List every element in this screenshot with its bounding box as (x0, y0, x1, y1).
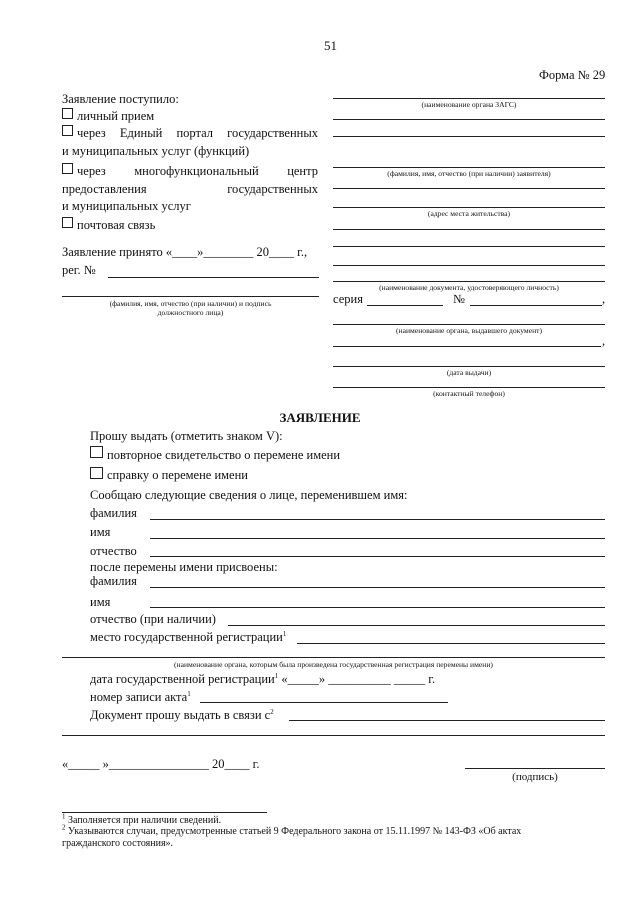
record-no-input[interactable] (200, 702, 448, 703)
after-change-label: после перемены имени присвоены: (90, 560, 278, 574)
official-caption-2: должностного лица) (157, 308, 224, 317)
applicant-line-1[interactable] (333, 136, 605, 137)
signature-line[interactable] (465, 768, 605, 769)
name-input[interactable] (150, 538, 605, 539)
info-label: Сообщаю следующие сведения о лице, переменившем имя: (90, 488, 408, 502)
applicant-line-2[interactable] (333, 167, 605, 168)
series-input[interactable] (367, 305, 443, 306)
reg-org-line[interactable] (62, 657, 605, 658)
word: государственных (227, 182, 318, 196)
option-portal-line2: и муниципальных услуг (функций) (62, 144, 250, 158)
surname2-label: фамилия (90, 574, 137, 588)
option-mfc-line1 (77, 164, 318, 179)
reg-date-label (90, 672, 435, 687)
surname2-input[interactable] (150, 587, 605, 588)
issue-reason-line-2[interactable] (62, 735, 605, 736)
footnote-2-mark: 2 (62, 823, 66, 832)
footnote-divider (62, 812, 267, 813)
accepted-label: Заявление принято «____»________ 20____ г., (62, 245, 308, 259)
received-title: Заявление поступило: (62, 92, 179, 106)
issue-reason-label (90, 708, 274, 723)
patronymic-input[interactable] (150, 556, 605, 557)
address-line-2[interactable] (333, 207, 605, 208)
footnote-1-mark: 1 (62, 812, 66, 821)
official-line[interactable] (62, 296, 319, 297)
footnote-1-text: Заполняется при наличии сведений. (65, 815, 222, 826)
address-caption: (адрес места жительства) (427, 209, 511, 218)
number-input[interactable] (470, 305, 602, 306)
footnote-1 (62, 812, 222, 826)
id-doc-line-2[interactable] (333, 281, 605, 282)
signature-caption: (подпись) (512, 771, 558, 783)
checkbox-portal[interactable] (62, 125, 73, 136)
date-line: «_____ »________________ 20____ г. (62, 757, 260, 771)
word: Единый (119, 126, 163, 140)
request-label: Прошу выдать (отметить знаком V): (90, 429, 283, 443)
reg-place-text: место государственной регистрации (90, 630, 283, 644)
form-number: Форма № 29 (539, 68, 606, 82)
word: многофункциональный (134, 164, 259, 178)
word: государственных (227, 126, 318, 140)
address-line-1[interactable] (333, 188, 605, 189)
reg-date-fill: «_____» __________ _____ г. (278, 672, 436, 686)
record-no-text: номер записи акта (90, 690, 188, 704)
word: через (77, 164, 106, 178)
footnote-ref-1: 1 (187, 689, 191, 698)
applicant-caption: (фамилия, имя, отчество (при наличии) заявителя) (387, 169, 551, 178)
issuer-line-2[interactable] (333, 346, 601, 347)
footnote-2-line2: гражданского состояния». (62, 838, 174, 849)
option-certificate: справку о перемене имени (107, 468, 248, 482)
issue-reason-input[interactable] (289, 720, 605, 721)
issuer-line-1[interactable] (333, 324, 605, 325)
issue-date-line[interactable] (333, 366, 605, 367)
checkbox-mfc[interactable] (62, 163, 73, 174)
option-repeat: повторное свидетельство о перемене имени (107, 448, 341, 462)
checkbox-postal[interactable] (62, 217, 73, 228)
option-personal: личный прием (77, 109, 155, 123)
reg-number-line[interactable] (108, 277, 319, 278)
word: центр (287, 164, 318, 178)
zags-line-2[interactable] (333, 119, 605, 120)
number-label: № (453, 292, 465, 306)
id-doc-line-1[interactable] (333, 265, 605, 266)
reg-place-input[interactable] (297, 643, 605, 644)
record-no-label (90, 690, 191, 705)
surname-input[interactable] (150, 519, 605, 520)
surname-label: фамилия (90, 506, 137, 520)
footnote-ref-2: 2 (270, 707, 274, 716)
patronymic2-input[interactable] (228, 625, 605, 626)
phone-line[interactable] (333, 387, 605, 388)
comma-2: , (602, 334, 606, 348)
name-label: имя (90, 525, 111, 539)
reg-place-label (90, 630, 286, 645)
address-line-4[interactable] (333, 246, 605, 247)
word: предоставления (62, 182, 147, 196)
issue-reason-text: Документ прошу выдать в связи с (90, 708, 271, 722)
option-mfc-line2 (62, 182, 318, 197)
checkbox-repeat[interactable] (90, 446, 103, 458)
checkbox-personal[interactable] (62, 108, 73, 119)
phone-caption: (контактный телефон) (433, 389, 505, 398)
name2-label: имя (90, 595, 111, 609)
main-title: ЗАЯВЛЕНИЕ (279, 410, 361, 425)
official-caption-1: (фамилия, имя, отчество (при наличии) и подпись (109, 299, 272, 308)
checkbox-certificate[interactable] (90, 467, 103, 479)
comma: , (602, 292, 606, 306)
name2-input[interactable] (150, 607, 605, 608)
page-number: 51 (324, 38, 337, 53)
patronymic-label: отчество (90, 544, 137, 558)
id-doc-caption: (наименование документа, удостоверяющего личность) (379, 283, 559, 292)
patronymic2-label: отчество (при наличии) (90, 612, 216, 626)
reg-date-text: дата государственной регистрации (90, 672, 275, 686)
option-portal-line1 (77, 126, 318, 141)
issuer-caption: (наименование органа, выдавшего документ) (396, 326, 542, 335)
zags-line[interactable] (333, 98, 605, 99)
footnote-ref-1: 1 (274, 671, 279, 680)
reg-org-caption: (наименование органа, которым была произведена государственная регистрация перемены имени) (174, 660, 493, 669)
word: портал (176, 126, 214, 140)
option-mfc-line3: и муниципальных услуг (62, 199, 191, 213)
reg-label: рег. № (62, 263, 96, 277)
address-line-3[interactable] (333, 229, 605, 230)
zags-caption: (наименование органа ЗАГС) (421, 100, 517, 109)
word: через (77, 126, 106, 140)
footnote-2-text: Указываются случаи, предусмотренные статьей 9 Федерального закона от 15.11.1997 № 143-ФЗ «Об актах (65, 826, 522, 837)
series-label: серия (333, 292, 363, 306)
option-postal: почтовая связь (77, 218, 156, 232)
issue-date-caption: (дата выдачи) (446, 368, 492, 377)
footnote-2 (62, 823, 522, 837)
footnote-ref-1: 1 (282, 629, 287, 638)
